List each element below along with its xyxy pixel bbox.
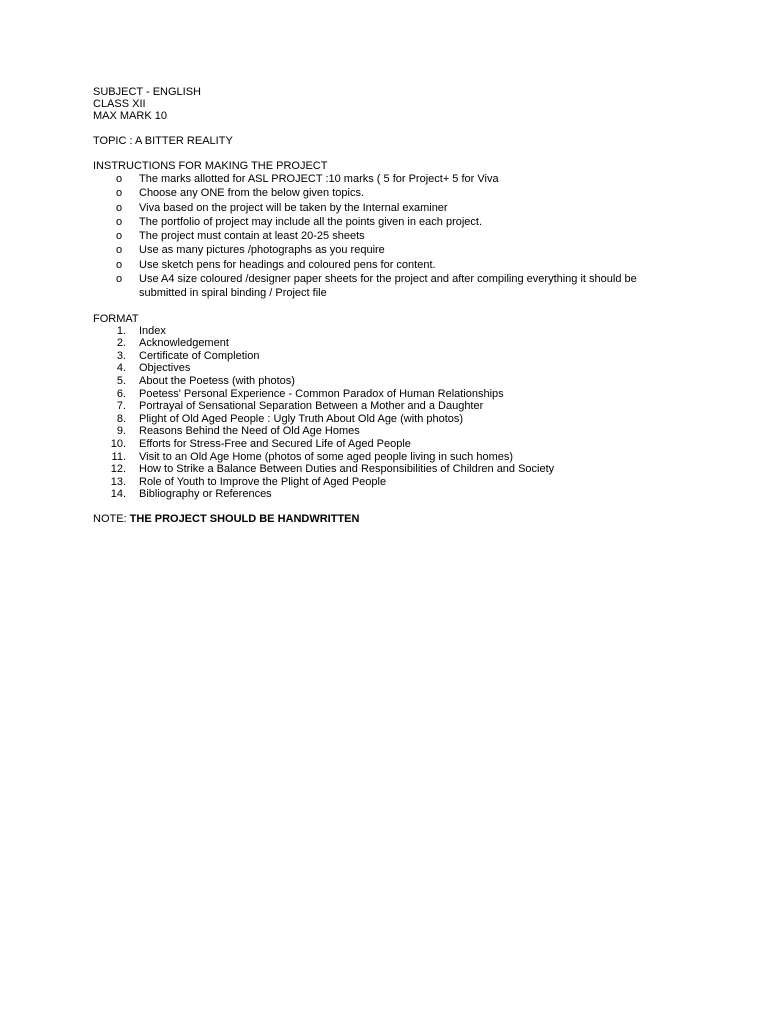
item-text: How to Strike a Balance Between Duties and Responsibilities of Children and Society — [139, 463, 555, 476]
list-item — [93, 272, 679, 301]
item-text: Reasons Behind the Need of Old Age Homes — [139, 425, 360, 438]
list-item — [93, 325, 693, 338]
class-line: CLASS XII — [93, 98, 146, 110]
item-number: 13. — [110, 475, 126, 488]
instruction-text: Use sketch pens for headings and coloured pens for content. — [139, 258, 436, 271]
item-number: 11. — [111, 450, 126, 463]
item-text: Objectives — [139, 362, 191, 375]
item-number: 8. — [116, 412, 126, 425]
note-label: NOTE: — [93, 512, 130, 525]
item-number: 7. — [116, 400, 126, 413]
list-item — [93, 438, 693, 451]
item-number: 1. — [116, 324, 126, 337]
item-text: Bibliography or References — [139, 488, 272, 501]
instruction-text: Use A4 size coloured /designer paper sheets for the project and after compiling everything it should be submitted in spiral binding / Project file — [139, 273, 637, 300]
topic-line: TOPIC : A BITTER REALITY — [93, 135, 233, 147]
list-item — [93, 451, 693, 464]
format-list — [93, 325, 693, 501]
bullet-icon: o — [116, 230, 123, 243]
bullet-icon: o — [116, 258, 123, 271]
list-item — [93, 488, 693, 501]
item-number: 10. — [110, 438, 126, 451]
item-text: Plight of Old Aged People : Ugly Truth About Old Age (with photos) — [139, 412, 464, 425]
instruction-text: Choose any ONE from the below given topics. — [139, 187, 365, 200]
list-item — [93, 476, 693, 489]
item-number: 14. — [110, 488, 126, 501]
bullet-icon: o — [116, 201, 123, 214]
list-item — [93, 172, 679, 186]
bullet-icon: o — [116, 215, 123, 228]
bullet-icon: o — [116, 244, 123, 257]
spacer — [93, 122, 693, 135]
max-mark-line: MAX MARK 10 — [93, 110, 167, 122]
bullet-icon: o — [116, 173, 123, 185]
item-text: Visit to an Old Age Home (photos of some aged people living in such homes) — [139, 450, 514, 463]
list-item — [93, 350, 693, 363]
list-item — [93, 425, 693, 438]
list-item — [93, 201, 679, 215]
item-number: 9. — [116, 425, 126, 438]
spacer — [93, 501, 693, 513]
document-page — [93, 86, 693, 525]
list-item — [93, 400, 693, 413]
list-item — [93, 258, 679, 272]
format-heading: FORMAT — [93, 312, 139, 325]
instruction-text: Use as many pictures /photographs as you require — [139, 244, 385, 257]
list-item — [93, 215, 679, 229]
list-item — [93, 229, 679, 243]
item-text: Index — [139, 324, 166, 337]
bullet-icon: o — [116, 273, 123, 286]
item-text: Poetess' Personal Experience - Common Paradox of Human Relationships — [139, 387, 504, 400]
item-number: 2. — [116, 337, 126, 350]
note-text: THE PROJECT SHOULD BE HANDWRITTEN — [129, 512, 360, 525]
item-number: 3. — [116, 349, 126, 362]
item-number: 6. — [116, 387, 126, 400]
list-item — [93, 186, 679, 200]
subject-line: SUBJECT - ENGLISH — [93, 86, 201, 98]
item-text: Certificate of Completion — [139, 349, 260, 362]
spacer — [93, 301, 693, 313]
instruction-text: Viva based on the project will be taken by the Internal examiner — [139, 201, 448, 214]
item-text: Acknowledgement — [139, 337, 229, 350]
list-item — [93, 388, 693, 401]
item-number: 12. — [110, 463, 126, 476]
list-item — [93, 362, 693, 375]
list-item — [93, 337, 693, 350]
list-item — [93, 463, 693, 476]
instruction-text: The project must contain at least 20-25 sheets — [139, 230, 365, 243]
list-item — [93, 243, 679, 257]
spacer — [93, 147, 693, 160]
instructions-heading: INSTRUCTIONS FOR MAKING THE PROJECT — [93, 160, 328, 172]
list-item — [93, 375, 693, 388]
item-text: Efforts for Stress-Free and Secured Life of Aged People — [139, 438, 411, 451]
bullet-icon: o — [116, 187, 123, 200]
item-text: About the Poetess (with photos) — [139, 375, 295, 388]
item-number: 4. — [116, 362, 126, 375]
item-number: 5. — [116, 375, 126, 388]
item-text: Role of Youth to Improve the Plight of Aged People — [139, 475, 387, 488]
list-item — [93, 413, 693, 426]
instruction-text: The portfolio of project may include all the points given in each project. — [139, 215, 483, 228]
item-text: Portrayal of Sensational Separation Between a Mother and a Daughter — [139, 400, 484, 413]
instruction-text: The marks allotted for ASL PROJECT :10 marks ( 5 for Project+ 5 for Viva — [139, 173, 499, 185]
note-line — [93, 513, 693, 525]
instructions-list — [93, 172, 693, 301]
